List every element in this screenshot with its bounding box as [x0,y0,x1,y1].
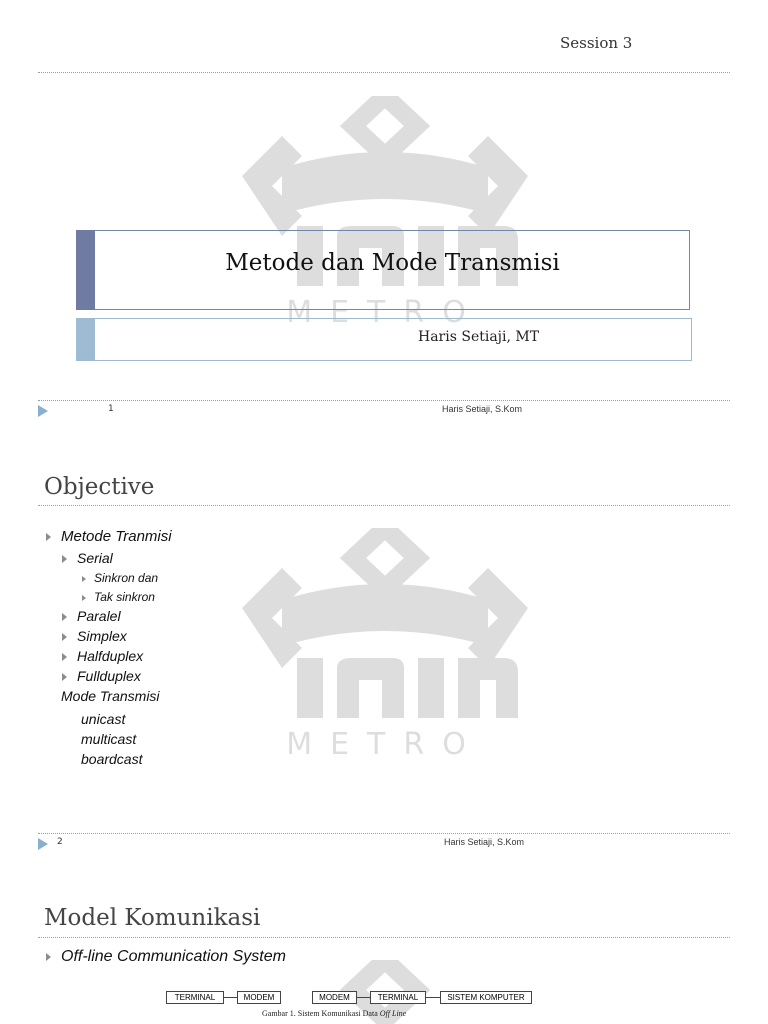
list-item: Paralel [62,608,121,624]
list-item: boardcast [81,751,143,767]
footer-arrow-icon [38,838,48,850]
bullet-icon [62,633,67,641]
diagram-connector [357,997,370,998]
iain-metro-watermark [242,528,528,760]
list-item: unicast [81,711,126,727]
bullet-icon [82,595,86,601]
bullet-icon [62,613,67,621]
diagram-box-modem: MODEM [312,991,357,1004]
list-item: Fullduplex [62,668,141,684]
watermark-word: METRO [286,727,484,760]
bullet-icon [62,653,67,661]
diagram-connector [224,997,237,998]
slide-title: Metode dan Mode Transmisi [225,250,560,276]
list-item: Tak sinkron [82,590,155,604]
figure-caption: Gambar 1. Sistem Komunikasi Data Off Line [262,1009,407,1018]
slide-subtitle: Haris Setiaji, MT [418,329,540,345]
list-item: Metode Tranmisi [46,528,172,545]
diagram-box-modem: MODEM [237,991,281,1004]
slide-number: 1 [108,404,114,414]
heading-divider [38,937,730,938]
title-accent-bar [76,230,95,310]
bullet-icon [62,673,67,681]
heading-divider [38,505,730,506]
bullet-icon [62,555,67,563]
list-item: Serial [62,550,113,566]
slide-number: 2 [57,837,63,847]
diagram-box-terminal: TERMINAL [166,991,224,1004]
bullet-icon [46,953,51,961]
list-item: Mode Transmisi [61,688,160,704]
list-item: Off-line Communication System [46,948,286,966]
footer-author: Haris Setiaji, S.Kom [444,837,525,847]
header-divider [38,72,730,73]
footer-arrow-icon [38,405,48,417]
list-item: Sinkron dan [82,571,158,585]
watermark-word: METRO [286,295,484,328]
session-label: Session 3 [560,34,633,52]
footer-divider [38,400,730,401]
footer-divider [38,833,730,834]
footer-author: Haris Setiaji, S.Kom [442,404,523,414]
list-item: Halfduplex [62,648,143,664]
list-item: multicast [81,731,137,747]
subtitle-box [76,318,692,361]
slide-heading: Objective [44,474,155,500]
diagram-connector [426,997,440,998]
bullet-icon [46,533,51,541]
slide-heading: Model Komunikasi [44,905,261,931]
list-item: Simplex [62,628,127,644]
diagram-box-terminal: TERMINAL [370,991,426,1004]
diagram-box-computer-system: SISTEM KOMPUTER [440,991,532,1004]
bullet-icon [82,576,86,582]
subtitle-accent-bar [76,318,95,361]
